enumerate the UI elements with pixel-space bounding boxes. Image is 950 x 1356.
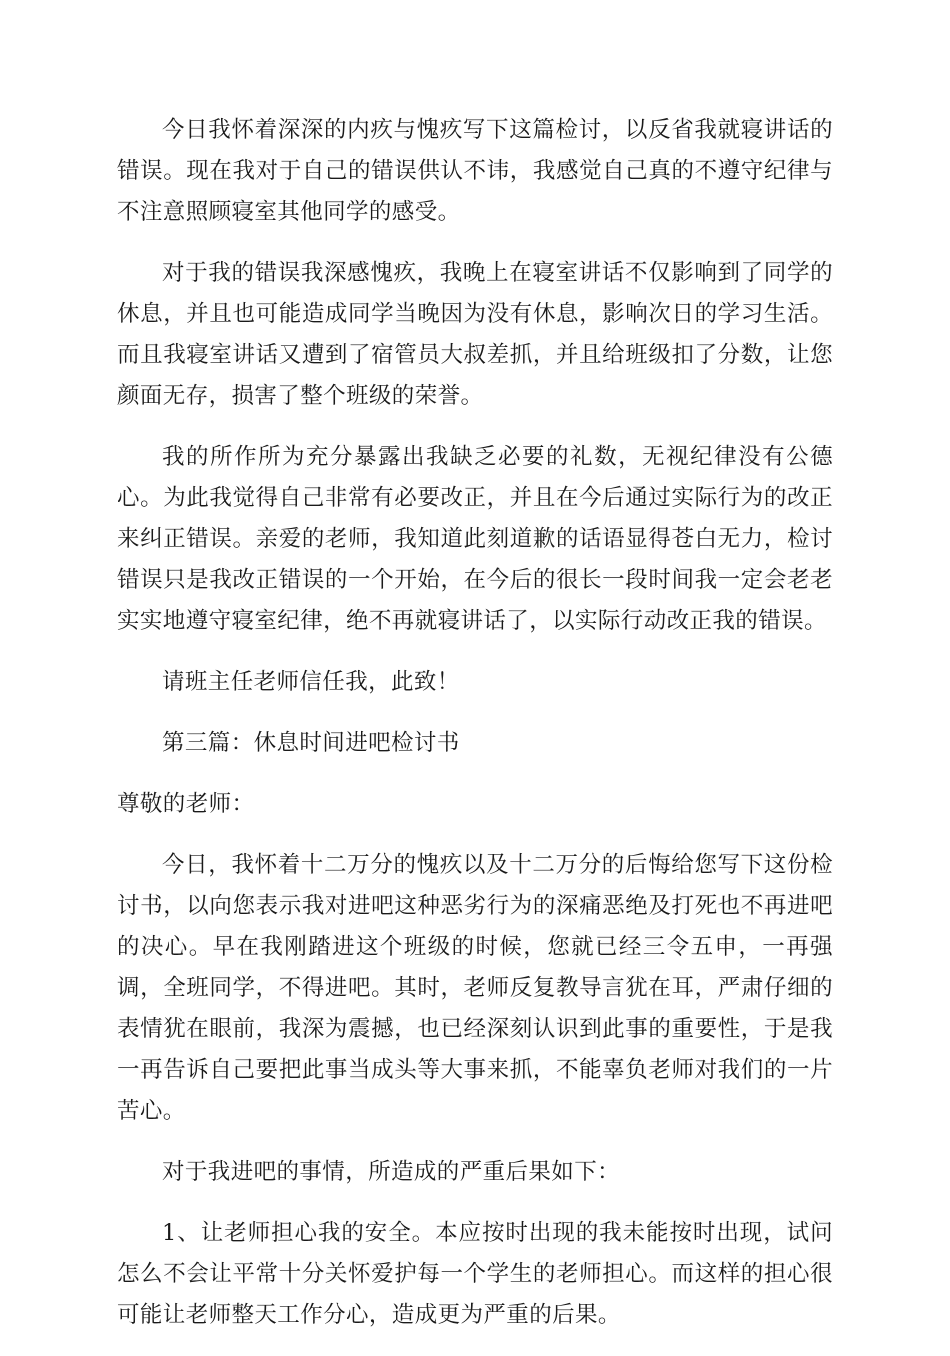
section-heading: 第三篇：休息时间进吧检讨书 (162, 730, 460, 756)
paragraph-consequence-1: 1、让老师担心我的安全。本应按时出现的我未能按时出现，试问怎么不会让平常十分关怀爱护每一个学生的老师担心。而这样的担心很可能让老师整天工作分心，造成更为严重的后果。 (117, 1220, 833, 1328)
document-page (117, 110, 833, 1356)
paragraph-closing: 请班主任老师信任我，此致！ (162, 669, 460, 695)
paragraph-consequences-guilt: 对于我的错误我深感愧疚，我晚上在寝室讲话不仅影响到了同学的休息，并且也可能造成同学当晚因为没有休息，影响次日的学习生活。而且我寝室讲话又遭到了宿管员大叔差抓，并且给班级扣了分数，让您颜面无存，损害了整个班级的荣誉。 (117, 260, 833, 409)
salutation: 尊敬的老师： (117, 791, 255, 817)
paragraph-consequences-intro: 对于我进吧的事情，所造成的严重后果如下： (162, 1159, 621, 1185)
paragraph-commitment: 我的所作所为充分暴露出我缺乏必要的礼数，无视纪律没有公德心。为此我觉得自己非常有必要改正，并且在今后通过实际行为的改正来纠正错误。亲爱的老师，我知道此刻道歉的话语显得苍白无力，检讨错误只是我改正错误的一个开始，在今后的很长一段时间我一定会老老实实地遵守寝室纪律，绝不再就寝讲话了，以实际行动改正我的错误。 (117, 444, 833, 634)
paragraph-self-reflection: 今日我怀着深深的内疚与愧疚写下这篇检讨，以反省我就寝讲话的错误。现在我对于自己的错误供认不讳，我感觉自己真的不遵守纪律与不注意照顾寝室其他同学的感受。 (117, 117, 833, 225)
paragraph-apology-intro: 今日，我怀着十二万分的愧疚以及十二万分的后悔给您写下这份检讨书，以向您表示我对进吧这种恶劣行为的深痛恶绝及打死也不再进吧的决心。早在我刚踏进这个班级的时候，您就已经三令五申，一再强调，全班同学，不得进吧。其时，老师反复教导言犹在耳，严肃仔细的表情犹在眼前，我深为震撼，也已经深刻认识到此事的重要性，于是我一再告诉自己要把此事当成头等大事来抓，不能辜负老师对我们的一片苦心。 (117, 852, 833, 1124)
